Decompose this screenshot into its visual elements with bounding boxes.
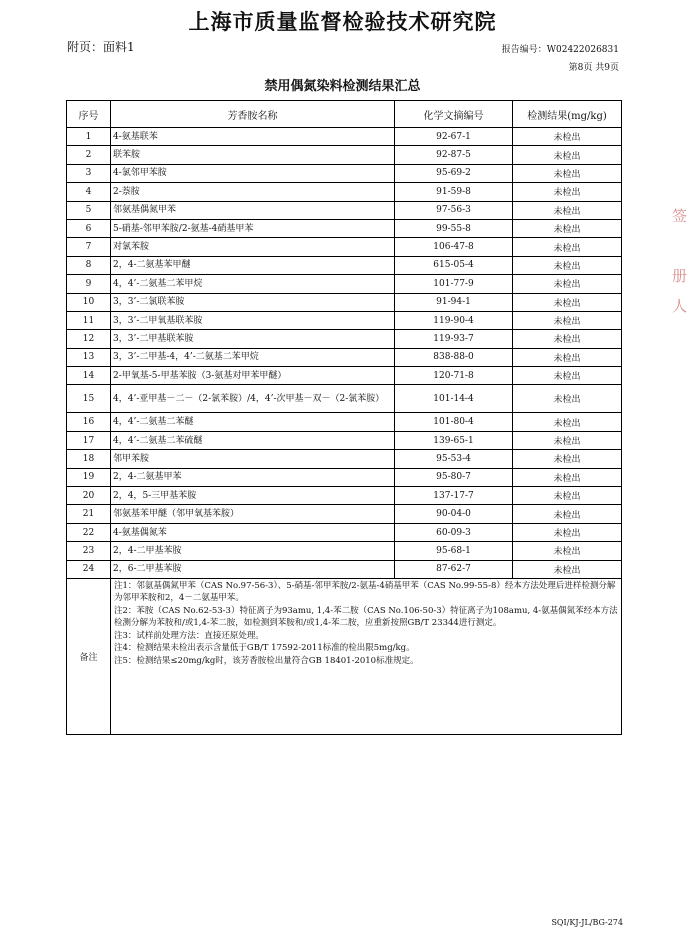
row-number: 18 bbox=[67, 450, 111, 468]
institute-title: 上海市质量监督检验技术研究院 bbox=[188, 9, 497, 34]
cas-number: 91-94-1 bbox=[395, 293, 513, 311]
amine-name: 4，4’-二氨基二苯醚 bbox=[111, 413, 395, 431]
row-number: 8 bbox=[67, 256, 111, 274]
column-header-cas: 化学文摘编号 bbox=[395, 101, 513, 128]
row-number: 21 bbox=[67, 505, 111, 523]
notes-label: 备注 bbox=[67, 578, 111, 734]
table-row bbox=[67, 275, 622, 293]
amine-name: 2，4-二氨基苯甲醚 bbox=[111, 256, 395, 274]
test-result: 未检出 bbox=[513, 431, 622, 449]
table-row bbox=[67, 238, 622, 256]
test-result: 未检出 bbox=[513, 164, 622, 182]
row-number: 1 bbox=[67, 128, 111, 146]
table-row bbox=[67, 431, 622, 449]
row-number: 7 bbox=[67, 238, 111, 256]
amine-name: 3，3’-二甲基联苯胺 bbox=[111, 330, 395, 348]
table-row bbox=[67, 293, 622, 311]
row-number: 16 bbox=[67, 413, 111, 431]
amine-name: 4-氨基偶氮苯 bbox=[111, 523, 395, 541]
amine-name: 4，4’-二氨基二苯硫醚 bbox=[111, 431, 395, 449]
test-result: 未检出 bbox=[513, 330, 622, 348]
cas-number: 119-90-4 bbox=[395, 311, 513, 329]
table-row bbox=[67, 542, 622, 560]
table-row bbox=[67, 413, 622, 431]
row-number: 22 bbox=[67, 523, 111, 541]
margin-stamp-char: 册 bbox=[672, 267, 687, 285]
test-result: 未检出 bbox=[513, 560, 622, 578]
table-row bbox=[67, 367, 622, 385]
cas-number: 90-04-0 bbox=[395, 505, 513, 523]
amine-name: 邻氨基偶氮甲苯 bbox=[111, 201, 395, 219]
row-number: 17 bbox=[67, 431, 111, 449]
test-result: 未检出 bbox=[513, 505, 622, 523]
test-result: 未检出 bbox=[513, 219, 622, 237]
table-row bbox=[67, 330, 622, 348]
test-result: 未检出 bbox=[513, 523, 622, 541]
amine-name: 2，4-二甲基苯胺 bbox=[111, 542, 395, 560]
cas-number: 106-47-8 bbox=[395, 238, 513, 256]
amine-name: 3，3’-二甲氧基联苯胺 bbox=[111, 311, 395, 329]
cas-number: 95-80-7 bbox=[395, 468, 513, 486]
test-result: 未检出 bbox=[513, 293, 622, 311]
cas-number: 615-05-4 bbox=[395, 256, 513, 274]
page-info: 第8页 共9页 bbox=[568, 63, 619, 73]
report-number: 报告编号：W02422026831 bbox=[501, 45, 619, 55]
test-result: 未检出 bbox=[513, 183, 622, 201]
amine-name: 2，4-二氨基甲苯 bbox=[111, 468, 395, 486]
test-result: 未检出 bbox=[513, 468, 622, 486]
amine-name: 5-硝基-邻甲苯胺/2-氨基-4硝基甲苯 bbox=[111, 219, 395, 237]
amine-name: 邻氨基苯甲醚（邻甲氧基苯胺） bbox=[111, 505, 395, 523]
notes-content bbox=[111, 578, 622, 734]
row-number: 19 bbox=[67, 468, 111, 486]
amine-name: 4，4’-二氨基二苯甲烷 bbox=[111, 275, 395, 293]
margin-stamp-char: 人 bbox=[672, 297, 687, 315]
note-line: 注4：检测结果未检出表示含量低于GB/T 17592-2011标准的检出限5mg/kg。 bbox=[114, 643, 415, 654]
table-row bbox=[67, 523, 622, 541]
amine-name: 3，3’-二氯联苯胺 bbox=[111, 293, 395, 311]
test-result: 未检出 bbox=[513, 275, 622, 293]
results-table bbox=[66, 100, 622, 735]
cas-number: 120-71-8 bbox=[395, 367, 513, 385]
cas-number: 97-56-3 bbox=[395, 201, 513, 219]
amine-name: 4-氨基联苯 bbox=[111, 128, 395, 146]
cas-number: 838-88-0 bbox=[395, 348, 513, 366]
table-row bbox=[67, 348, 622, 366]
row-number: 3 bbox=[67, 164, 111, 182]
cas-number: 99-55-8 bbox=[395, 219, 513, 237]
cas-number: 95-69-2 bbox=[395, 164, 513, 182]
amine-name: 4，4’-亚甲基－二－（2-氯苯胺）/4，4’-次甲基－双－（2-氯苯胺） bbox=[111, 385, 395, 413]
cas-number: 101-14-4 bbox=[395, 385, 513, 413]
table-row bbox=[67, 311, 622, 329]
row-number: 23 bbox=[67, 542, 111, 560]
amine-name: 对氯苯胺 bbox=[111, 238, 395, 256]
test-result: 未检出 bbox=[513, 201, 622, 219]
row-number: 20 bbox=[67, 487, 111, 505]
amine-name: 3，3’-二甲基-4，4’-二氨基二苯甲烷 bbox=[111, 348, 395, 366]
cas-number: 119-93-7 bbox=[395, 330, 513, 348]
cas-number: 101-80-4 bbox=[395, 413, 513, 431]
row-number: 13 bbox=[67, 348, 111, 366]
column-header-no: 序号 bbox=[67, 101, 111, 128]
table-row bbox=[67, 505, 622, 523]
amine-name: 2-甲氧基-5-甲基苯胺（3-氨基对甲苯甲醚） bbox=[111, 367, 395, 385]
row-number: 11 bbox=[67, 311, 111, 329]
table-row bbox=[67, 219, 622, 237]
table-row bbox=[67, 450, 622, 468]
column-header-name: 芳香胺名称 bbox=[111, 101, 395, 128]
row-number: 2 bbox=[67, 146, 111, 164]
cas-number: 60-09-3 bbox=[395, 523, 513, 541]
column-header-result: 检测结果(mg/kg) bbox=[513, 101, 622, 128]
cas-number: 137-17-7 bbox=[395, 487, 513, 505]
amine-name: 4-氯邻甲苯胺 bbox=[111, 164, 395, 182]
cas-number: 92-87-5 bbox=[395, 146, 513, 164]
table-row bbox=[67, 146, 622, 164]
table-row bbox=[67, 256, 622, 274]
table-title: 禁用偶氮染料检测结果汇总 bbox=[264, 79, 421, 94]
table-row bbox=[67, 164, 622, 182]
cas-number: 139-65-1 bbox=[395, 431, 513, 449]
table-row bbox=[67, 183, 622, 201]
table-row bbox=[67, 560, 622, 578]
table-row bbox=[67, 468, 622, 486]
cas-number: 95-53-4 bbox=[395, 450, 513, 468]
cas-number: 95-68-1 bbox=[395, 542, 513, 560]
note-line: 注5：检测结果≤20mg/kg时，该芳香胺检出量符合GB 18401-2010标准规定。 bbox=[114, 655, 419, 666]
test-result: 未检出 bbox=[513, 367, 622, 385]
cas-number: 92-67-1 bbox=[395, 128, 513, 146]
test-result: 未检出 bbox=[513, 450, 622, 468]
row-number: 24 bbox=[67, 560, 111, 578]
notes-row bbox=[67, 578, 622, 734]
table-row bbox=[67, 385, 622, 413]
note-line: 注2：苯胺（CAS No.62-53-3）特征离子为93amu, 1,4-苯二胺（CAS No.106-50-3）特征离子为108amu, 4-氨基偶氮苯经本方法检测分解为苯胺和/或1,4-苯二胺，如检测到苯胺和/或1,4-苯二胺，应重新按照GB/T 23344进行测定。 bbox=[114, 605, 618, 629]
note-line: 注3：试样前处理方法：直接还原处理。 bbox=[114, 630, 264, 641]
amine-name: 邻甲苯胺 bbox=[111, 450, 395, 468]
row-number: 10 bbox=[67, 293, 111, 311]
test-result: 未检出 bbox=[513, 348, 622, 366]
test-result: 未检出 bbox=[513, 146, 622, 164]
test-result: 未检出 bbox=[513, 128, 622, 146]
amine-name: 联苯胺 bbox=[111, 146, 395, 164]
test-result: 未检出 bbox=[513, 385, 622, 413]
test-result: 未检出 bbox=[513, 311, 622, 329]
table-header-row bbox=[67, 101, 622, 128]
test-result: 未检出 bbox=[513, 256, 622, 274]
cas-number: 87-62-7 bbox=[395, 560, 513, 578]
amine-name: 2，4，5-三甲基苯胺 bbox=[111, 487, 395, 505]
table-row bbox=[67, 487, 622, 505]
row-number: 6 bbox=[67, 219, 111, 237]
note-line: 注1：邻氨基偶氮甲苯（CAS No.97-56-3）、5-硝基-邻甲苯胺/2-氨基-4硝基甲苯（CAS No.99-55-8）经本方法处理后进样检测分解为邻甲苯胺和2，4－二氨基甲苯。 bbox=[114, 580, 616, 604]
test-result: 未检出 bbox=[513, 238, 622, 256]
row-number: 12 bbox=[67, 330, 111, 348]
amine-name: 2-萘胺 bbox=[111, 183, 395, 201]
row-number: 14 bbox=[67, 367, 111, 385]
row-number: 5 bbox=[67, 201, 111, 219]
attachment-label: 附页：面料1 bbox=[67, 40, 135, 54]
row-number: 9 bbox=[67, 275, 111, 293]
footer-code: SQI/KJ-JL/BG-274 bbox=[551, 918, 623, 927]
margin-stamp-char: 签 bbox=[672, 207, 687, 225]
table-row bbox=[67, 201, 622, 219]
test-result: 未检出 bbox=[513, 413, 622, 431]
test-result: 未检出 bbox=[513, 487, 622, 505]
row-number: 4 bbox=[67, 183, 111, 201]
test-result: 未检出 bbox=[513, 542, 622, 560]
row-number: 15 bbox=[67, 385, 111, 413]
cas-number: 101-77-9 bbox=[395, 275, 513, 293]
cas-number: 91-59-8 bbox=[395, 183, 513, 201]
amine-name: 2，6-二甲基苯胺 bbox=[111, 560, 395, 578]
table-row bbox=[67, 128, 622, 146]
